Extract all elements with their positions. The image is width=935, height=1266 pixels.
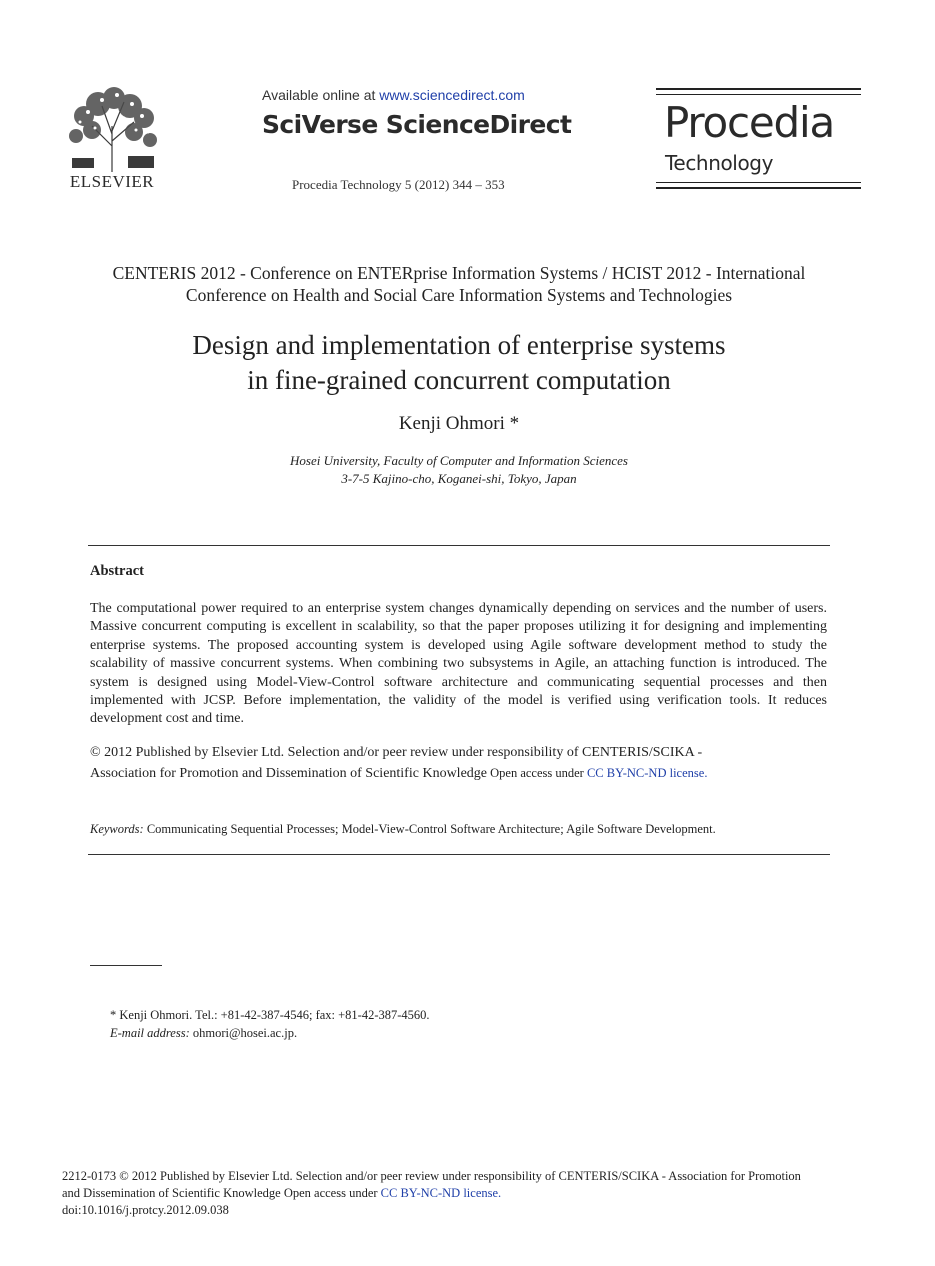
keywords-label: Keywords: xyxy=(90,822,144,836)
issn-line: 2212-0173 © 2012 Published by Elsevier Ltd. Selection and/or peer review under responsibility of CENTERIS/SCIKA - Association for Promotion xyxy=(62,1169,801,1183)
conference-name xyxy=(60,262,858,306)
technology-wordmark: Technology xyxy=(665,151,774,175)
logo-rule-top-thin xyxy=(656,94,861,95)
elsevier-wordmark: ELSEVIER xyxy=(69,172,155,191)
journal-citation: Procedia Technology 5 (2012) 344 – 353 xyxy=(292,177,505,192)
footer-open-access-prefix: Open access under xyxy=(280,1185,381,1200)
publication-footer xyxy=(62,1168,862,1218)
title-line-2: in fine-grained concurrent computation xyxy=(247,365,671,395)
procedia-logo xyxy=(656,88,861,190)
keywords xyxy=(90,822,830,837)
footnote-rule xyxy=(90,965,162,966)
conference-line-1: CENTERIS 2012 - Conference on ENTERprise Information Systems / HCIST 2012 - International xyxy=(112,263,806,283)
affiliation-line-1: Hosei University, Faculty of Computer and Information Sciences xyxy=(290,453,628,468)
affiliation-line-2: 3-7-5 Kajino-cho, Koganei-shi, Tokyo, Japan xyxy=(341,471,577,486)
copyright-line-2 xyxy=(90,763,830,784)
keywords-bottom-rule xyxy=(88,854,830,855)
doi-line[interactable]: doi:10.1016/j.protcy.2012.09.038 xyxy=(62,1202,229,1217)
abstract-heading: Abstract xyxy=(90,563,144,579)
sciencedirect-link[interactable]: www.sciencedirect.com xyxy=(379,87,525,103)
logo-rule-top xyxy=(656,88,861,90)
abstract-top-rule xyxy=(88,545,830,546)
copyright-line-1: © 2012 Published by Elsevier Ltd. Selection and/or peer review under responsibility of CENTERIS/SCIKA - xyxy=(90,745,703,760)
paper-title xyxy=(60,328,858,398)
author-name: Kenji Ohmori * xyxy=(398,413,520,434)
conference-line-2: Conference on Health and Social Care Information Systems and Technologies xyxy=(185,285,733,305)
email-value[interactable]: ohmori@hosei.ac.jp. xyxy=(189,1026,298,1040)
elsevier-tree-icon xyxy=(62,86,162,172)
footnote-contact: * Kenji Ohmori. Tel.: +81-42-387-4546; fax: +81-42-387-4560. xyxy=(110,1008,430,1022)
keywords-text: Communicating Sequential Processes; Model-View-Control Software Architecture; Agile Software Development. xyxy=(143,822,716,836)
abstract-body: The computational power required to an enterprise system changes dynamically depending on services and the number of users. Massive concurrent computing is excellent in scalability, so that the paper proposes utilizing it for designing and implementing enterprise systems. The proposed accounting system is developed using Agile software development method to study the scalability of massive concurrent systems. When combining two subsystems in Agile, an attaching function is introduced. The system is designed using Model-View-Control software architecture and communicating sequential processes and then implemented with JCSP. Before implementation, the validity of the model is verified using verification tools. It reduces development cost and time. xyxy=(90,601,827,727)
platform-logo: SciVerse ScienceDirect xyxy=(262,110,572,139)
availability-line xyxy=(262,87,525,103)
footnote-email xyxy=(110,1024,430,1042)
license-link[interactable]: CC BY-NC-ND license. xyxy=(586,766,708,780)
title-line-1: Design and implementation of enterprise systems xyxy=(192,330,726,360)
footer-line-2-text: and Dissemination of Scientific Knowledge xyxy=(62,1185,281,1200)
logo-rule-bottom-thin xyxy=(656,182,861,183)
footer-line-2 xyxy=(62,1185,862,1202)
copyright-line-2-text: Association for Promotion and Dissemination of Scientific Knowledge xyxy=(90,766,487,781)
open-access-prefix: Open access under xyxy=(487,766,587,780)
email-label: E-mail address: xyxy=(110,1026,190,1040)
available-prefix: Available online at xyxy=(262,87,380,103)
logo-rule-bottom xyxy=(656,187,861,189)
author-footnote xyxy=(110,1006,430,1042)
elsevier-logo xyxy=(62,86,162,192)
footer-license-link[interactable]: CC BY-NC-ND license. xyxy=(380,1185,502,1200)
affiliation xyxy=(60,452,858,488)
procedia-wordmark: Procedia xyxy=(664,98,835,147)
copyright-notice xyxy=(90,742,830,784)
